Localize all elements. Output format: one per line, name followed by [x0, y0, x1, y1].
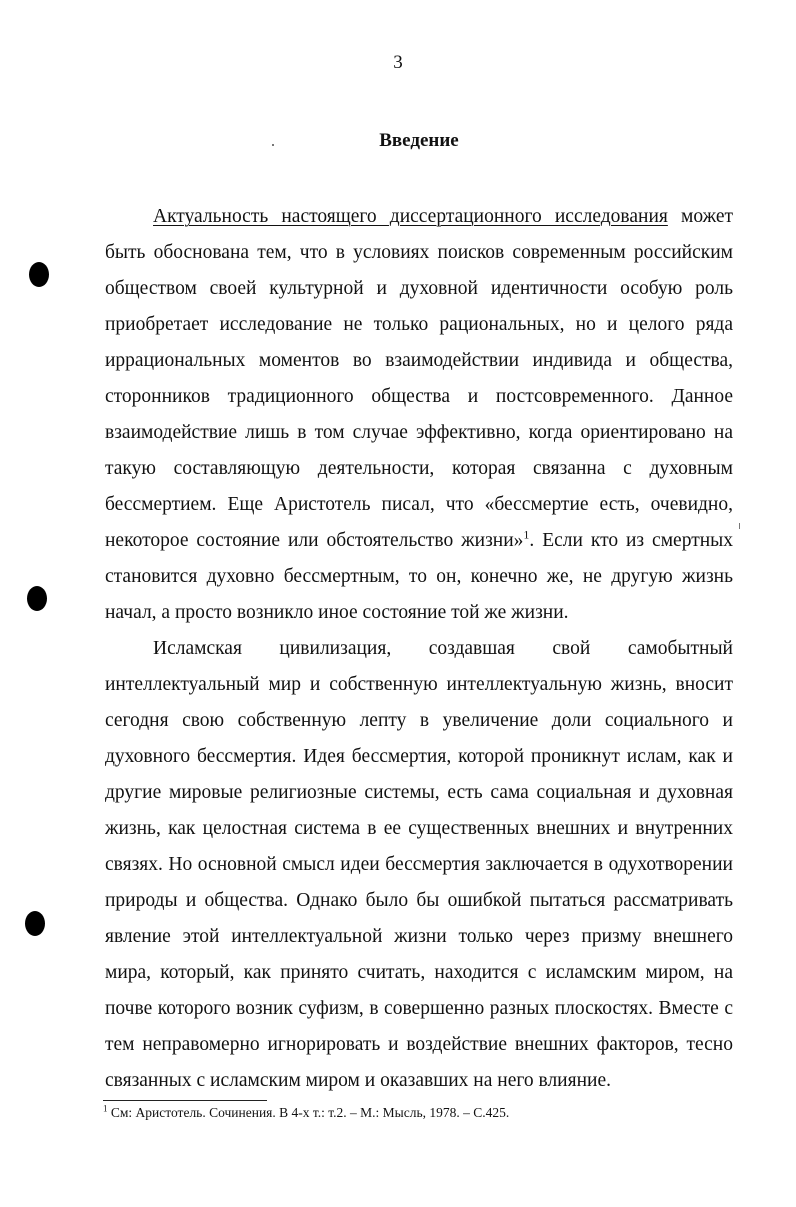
- scan-speck: [272, 144, 274, 146]
- section-heading: Введение: [379, 130, 459, 151]
- footnote-number: 1: [103, 1103, 108, 1114]
- body-text: [105, 199, 733, 1099]
- page-number: 3: [393, 52, 403, 73]
- punch-hole-mark: [29, 262, 49, 287]
- underlined-lead: Актуальность настоящего диссертационного исследования: [153, 206, 668, 227]
- punch-hole-mark: [27, 586, 47, 611]
- paragraph-1-text-after-note: . Если кто из смертных становится духовно бессмертным, то он, конечно же, не другую жизнь начал, а просто возникло иное состояние той же жизни.: [105, 530, 733, 623]
- paragraph-1: [105, 199, 733, 631]
- scan-speck: [739, 523, 740, 529]
- punch-hole-mark: [25, 911, 45, 936]
- paragraph-1-text-before-note: может быть обоснована тем, что в условиях поисков современным российским обществом своей культурной и духовной идентичности особую роль приобретает исследование не только рациональных, но и целого ряда иррациональных моментов во взаимодействии индивида и общества, сторонников традиционного общества и постсовременного. Данное взаимодействие лишь в том случае эффективно, когда ориентировано на такую составляющую деятельности, которая связанна с духовным бессмертием. Еще Аристотель писал, что «бессмертие есть, очевидно, некоторое состояние или обстоятельство жизни»: [105, 206, 733, 551]
- footnote-text: См: Аристотель. Сочинения. В 4-х т.: т.2. – М.: Мысль, 1978. – С.425.: [107, 1105, 510, 1120]
- footnote-reference[interactable]: 1: [523, 527, 530, 542]
- paragraph-2: Исламская цивилизация, создавшая свой самобытный интеллектуальный мир и собственную интеллектуальную жизнь, вносит сегодня свою собственную лепту в увеличение доли социального и духовного бессмертия. Идея бессмертия, которой проникнут ислам, как и другие мировые религиозные системы, есть сама социальная и духовная жизнь, как целостная система в ее существенных внешних и внутренних связях. Но основной смысл идеи бессмертия заключается в одухотворении природы и общества. Однако было бы ошибкой пытаться рассматривать явление этой интеллектуальной жизни только через призму внешнего мира, который, как принято считать, находится с исламским миром, на почве которого возник суфизм, в совершенно разных плоскостях. Вместе с тем неправомерно игнорировать и воздействие внешних факторов, тесно связанных с исламским миром и оказавших на него влияние.: [105, 638, 733, 1091]
- footnote-divider: [103, 1100, 267, 1101]
- footnote: [103, 1104, 743, 1122]
